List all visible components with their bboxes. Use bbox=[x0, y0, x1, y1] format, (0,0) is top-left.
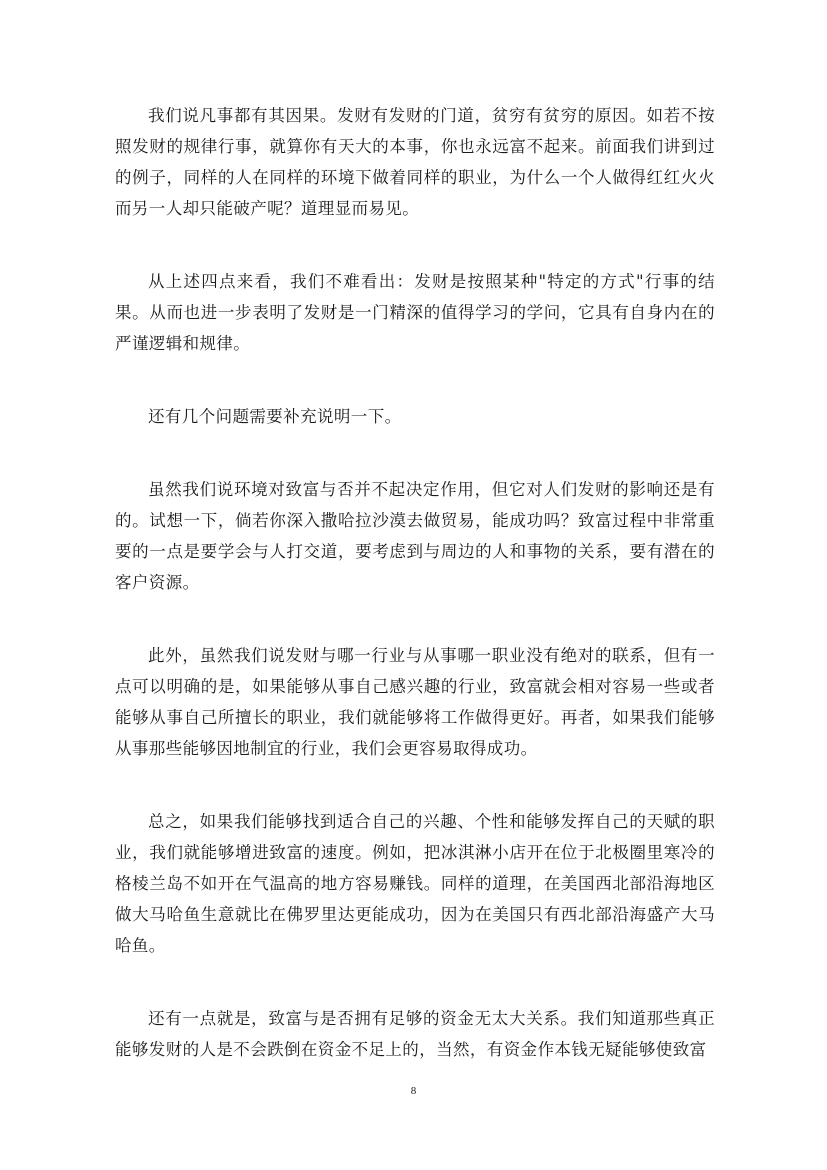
paragraph-5: 此外，虽然我们说发财与哪一行业与从事哪一职业没有绝对的联系，但有一点可以明确的是，如果能够从事自己感兴趣的行业，致富就会相对容易一些或者能够从事自己所擅长的职业，我们就能够将工作做得更好。再者，如果我们能够从事那些能够因地制宜的行业，我们会更容易取得成功。 bbox=[115, 646, 715, 758]
paragraph-6: 总之，如果我们能够找到适合自己的兴趣、个性和能够发挥自己的天赋的职业，我们就能够增进致富的速度。例如，把冰淇淋小店开在位于北极圈里寒冷的格棱兰岛不如开在气温高的地方容易赚钱。同样的道理，在美国西北部沿海地区做大马哈鱼生意就比在佛罗里达更能成功，因为在美国只有西北部沿海盛产大马哈鱼。 bbox=[115, 812, 715, 955]
page-number: 8 bbox=[410, 1085, 417, 1097]
paragraph-4: 虽然我们说环境对致富与否并不起决定作用，但它对人们发财的影响还是有的。试想一下，倘若你深入撒哈拉沙漠去做贸易，能成功吗？致富过程中非常重要的一点是要学会与人打交道，要考虑到与周边的人和事物的关系，要有潜在的客户资源。 bbox=[115, 480, 715, 592]
paragraph-2: 从上述四点来看，我们不难看出：发财是按照某种"特定的方式"行事的结果。从而也进一步表明了发财是一门精深的值得学习的学问，它具有自身内在的严谨逻辑和规律。 bbox=[115, 272, 715, 353]
paragraph-1: 我们说凡事都有其因果。发财有发财的门道，贫穷有贫穷的原因。如若不按照发财的规律行事，就算你有天大的本事，你也永远富不起来。前面我们讲到过的例子，同样的人在同样的环境下做着同样的职业，为什么一个人做得红红火火而另一人却只能破产呢？道理显而易见。 bbox=[115, 106, 715, 218]
document-body bbox=[115, 100, 715, 1065]
paragraph-3: 还有几个问题需要补充说明一下。 bbox=[148, 407, 402, 426]
paragraph-7: 还有一点就是，致富与是否拥有足够的资金无太大关系。我们知道那些真正能够发财的人是不会跌倒在资金不足上的，当然，有资金作本钱无疑能够使致富 bbox=[115, 1009, 715, 1059]
